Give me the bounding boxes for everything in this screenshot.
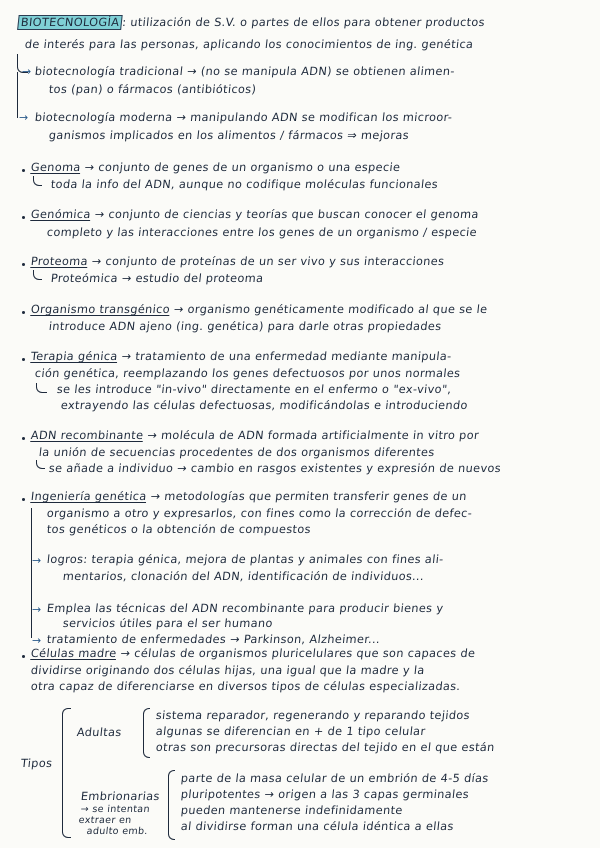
- hook-arrow-icon: [36, 460, 45, 469]
- adultas-item-3: otras son precursoras directas del tejido en el que están: [155, 741, 496, 754]
- bullet-icon: [22, 169, 25, 172]
- proteoma-def-1: → conjunto de proteínas de un ser vivo y sus interacciones: [87, 255, 445, 268]
- adn-recomb-def-3: se añade a individuo → cambio en rasgos existentes y expresión de nuevos: [48, 462, 502, 475]
- biotecnologia-title: BIOTECNOLOGÍA: [17, 15, 123, 30]
- embrionarias-sub-3: adulto emb.: [86, 826, 149, 837]
- transgenico-def-2: introduce ADN ajeno (ing. genética) para darle otras propiedades: [48, 320, 443, 333]
- transgenico-def-1: → organismo genéticamente modificado al que se le: [169, 303, 489, 316]
- embrionarias-item-1: parte de la masa celular de un embrión de 4-5 días: [180, 772, 490, 785]
- genoma-term: Genoma: [30, 161, 82, 174]
- transgenico-term: Organismo transgénico: [30, 303, 171, 316]
- madre-def-2: dividirse originando dos células hijas, una igual que la madre y la: [30, 664, 426, 677]
- proteoma-term: Proteoma: [30, 255, 89, 268]
- arrow-right-icon: →: [32, 603, 42, 616]
- madre-def-1: → células de organismos pluricelulares que son capaces de: [115, 647, 476, 660]
- tipos-label: Tipos: [20, 757, 53, 770]
- ingenieria-logros-1: logros: terapia génica, mejora de plantas y animales con fines ali-: [46, 553, 445, 566]
- genoma-line-1: [30, 160, 401, 176]
- biotec-tradicional-1: biotecnología tradicional → (no se manipula ADN) se obtienen alimen-: [34, 65, 456, 78]
- ingenieria-emplea-1: Emplea las técnicas del ADN recombinante para producir bienes y: [46, 602, 445, 615]
- ingenieria-def-1: → metodologías que permiten transferir genes de un: [145, 490, 468, 503]
- adn-recomb-def-2: la unión de secuencias procedentes de dos organismos diferentes: [38, 446, 436, 459]
- madre-line-1: [30, 646, 476, 662]
- terapia-def-1: → tratamiento de una enfermedad mediante manipula-: [116, 350, 453, 363]
- biotecnologia-def-2: de interés para las personas, aplicando los conocimientos de ing. genética: [24, 38, 474, 51]
- embrionarias-bracket: [168, 770, 175, 840]
- genomica-line-1: [30, 207, 480, 223]
- bullet-icon: [22, 263, 25, 266]
- terapia-def-4: extrayendo las células defectuosas, modificándolas e introduciendo: [60, 399, 469, 412]
- proteoma-line-1: [30, 254, 445, 270]
- transgenico-line-1: [30, 302, 488, 318]
- hook-arrow-icon: [36, 383, 47, 393]
- madre-term: Células madre: [30, 647, 118, 660]
- terapia-line-1: [30, 349, 452, 365]
- bullet-icon: [22, 655, 25, 658]
- ingenieria-tratamiento: tratamiento de enfermedades → Parkinson, Alzheimer...: [46, 633, 381, 646]
- arrow-right-icon: →: [19, 111, 29, 124]
- ingenieria-def-3: tos genéticos o la obtención de compuestos: [46, 523, 312, 536]
- adultas-item-1: sistema reparador, regenerando y reparando tejidos: [155, 709, 471, 722]
- genomica-def-1: → conjunto de ciencias y teorías que buscan conocer el genoma: [90, 208, 480, 221]
- adultas-label: Adultas: [76, 726, 123, 739]
- embrionarias-sub-2: extraer en: [78, 815, 133, 826]
- bullet-icon: [22, 437, 25, 440]
- biotecnologia-def-1: : utilización de S.V. o partes de ellos para obtener productos: [121, 16, 486, 29]
- adn-recomb-line-1: [30, 428, 480, 444]
- tipos-bracket: [62, 708, 71, 838]
- genomica-term: Genómica: [30, 208, 92, 221]
- bullet-icon: [22, 311, 25, 314]
- ingenieria-term: Ingeniería genética: [30, 490, 148, 503]
- ingenieria-emplea-2: servicios útiles para el ser humano: [62, 617, 274, 630]
- ingenieria-logros-2: mentarios, clonación del ADN, identificación de individuos...: [62, 570, 425, 583]
- terapia-term: Terapia génica: [30, 350, 119, 363]
- intro-line-1: [17, 15, 486, 31]
- embrionarias-label: Embrionarias: [80, 790, 161, 803]
- genomica-def-2: completo y las interacciones entre los genes de un organismo / especie: [46, 226, 478, 239]
- bullet-icon: [22, 216, 25, 219]
- embrionarias-item-3: pueden mantenerse indefinidamente: [180, 804, 404, 817]
- arrow-right-icon: →: [32, 554, 42, 567]
- arrow-right-icon: →: [22, 65, 32, 78]
- adultas-item-2: algunas se diferencian en + de 1 tipo celular: [155, 725, 427, 738]
- biotec-tradicional-2: tos (pan) o fármacos (antibióticos): [48, 83, 257, 96]
- adultas-bracket: [143, 708, 150, 758]
- proteoma-def-2: Proteómica → estudio del proteoma: [50, 272, 265, 285]
- ingenieria-line-1: [30, 489, 468, 505]
- madre-def-3: otra capaz de diferenciarse en diversos tipos de células especializadas.: [30, 680, 462, 693]
- arrow-right-icon: →: [32, 634, 42, 647]
- bracket-line: [17, 72, 18, 118]
- terapia-def-2: ción genética, reemplazando los genes defectuosos por unos normales: [34, 367, 462, 380]
- genoma-def-1: → conjunto de genes de un organismo o una especie: [80, 161, 401, 174]
- adn-recomb-term: ADN recombinante: [30, 429, 145, 442]
- embrionarias-item-4: al dividirse forman una célula idéntica a ellas: [180, 820, 455, 833]
- hook-arrow-icon: [33, 176, 42, 186]
- adn-recomb-def-1: → molécula de ADN formada artificialmente in vitro por: [142, 429, 480, 442]
- bullet-icon: [22, 498, 25, 501]
- embrionarias-item-2: pluripotentes → origen a las 3 capas germinales: [180, 788, 470, 801]
- biotec-moderna-1: biotecnología moderna → manipulando ADN se modifican los microor-: [34, 111, 453, 124]
- ingenieria-def-2: organismo a otro y expresarlos, con fines como la corrección de defec-: [46, 507, 473, 520]
- bullet-icon: [22, 358, 25, 361]
- bracket-line: [31, 508, 32, 638]
- genoma-def-2: toda la info del ADN, aunque no codifique moléculas funcionales: [50, 178, 439, 191]
- hook-arrow-icon: [33, 270, 42, 280]
- embrionarias-sub-1: → se intentan: [80, 804, 151, 815]
- terapia-def-3: se les introduce "in-vivo" directamente en el enfermo o "ex-vivo",: [56, 383, 453, 396]
- biotec-moderna-2: ganismos implicados en los alimentos / fármacos ⇒ mejoras: [48, 129, 410, 142]
